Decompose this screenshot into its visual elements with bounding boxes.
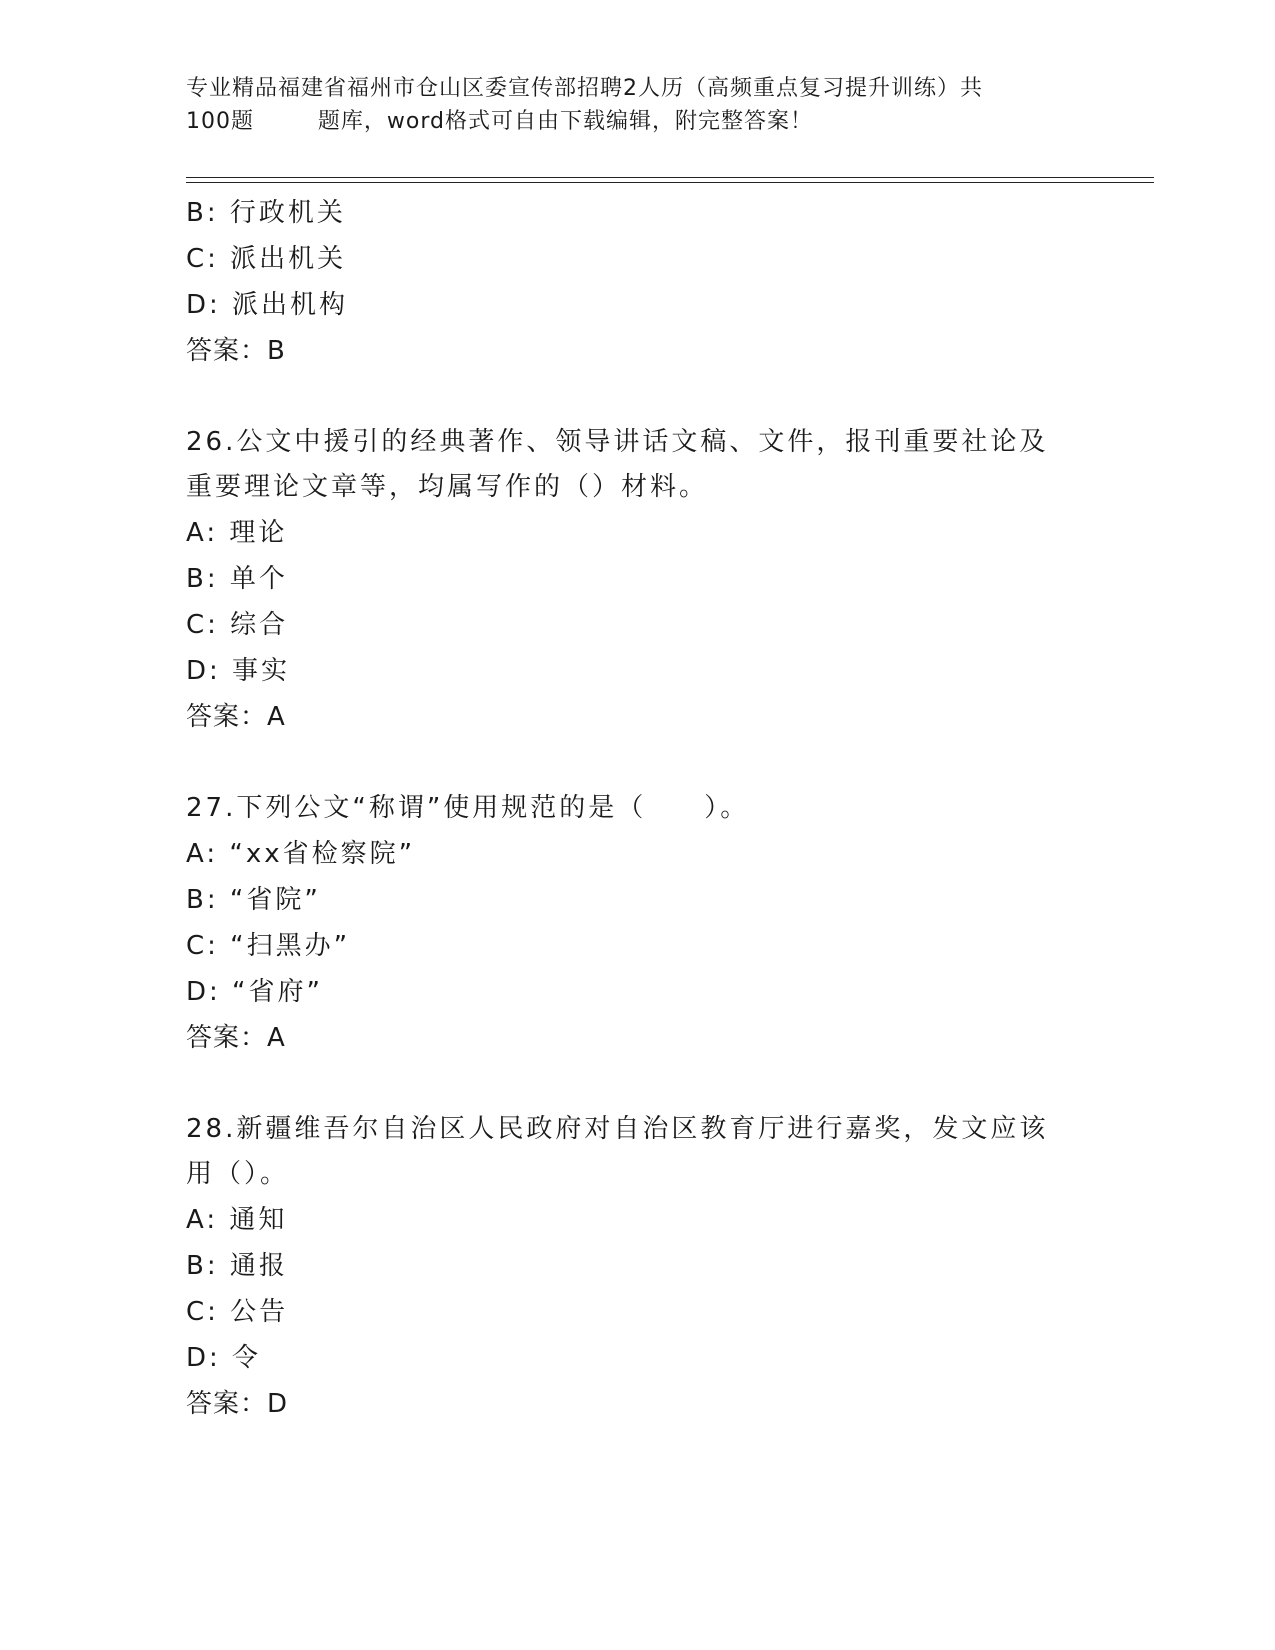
- option-a: A: 理论: [186, 518, 288, 548]
- answer-label: 答案：A: [186, 702, 286, 732]
- question-stem: 28.新疆维吾尔自治区人民政府对自治区教育厅进行嘉奖，发文应该用（）。: [186, 1114, 1049, 1189]
- option-c: C: 派出机关: [186, 244, 347, 274]
- option-c: C: 综合: [186, 610, 289, 640]
- question-25-tail: [186, 190, 1086, 374]
- option-d: D: 令: [186, 1343, 262, 1373]
- option-c: C: “扫黑办”: [186, 931, 351, 961]
- header-divider-top: [186, 177, 1154, 178]
- option-a: A: 通知: [186, 1205, 288, 1235]
- question-list: [186, 190, 1086, 1427]
- option-b: B: 通报: [186, 1251, 288, 1281]
- header-title-line1: 专业精品福建省福州市仓山区委宣传部招聘2人历（高频重点复习提升训练）共: [186, 76, 983, 101]
- question-26: [186, 420, 1086, 740]
- document-header: [186, 72, 1066, 138]
- question-stem: 26.公文中援引的经典著作、领导讲话文稿、文件，报刊重要社论及重要理论文章等，均属写作的（）材料。: [186, 427, 1049, 502]
- question-stem: 27.下列公文“称谓”使用规范的是（ ）。: [186, 793, 750, 823]
- answer-label: 答案：B: [186, 336, 286, 366]
- option-b: B: 单个: [186, 564, 288, 594]
- option-b: B: “省院”: [186, 885, 321, 915]
- option-b: B: 行政机关: [186, 198, 346, 228]
- answer-label: 答案：D: [186, 1389, 289, 1419]
- question-27: [186, 786, 1086, 1061]
- option-c: C: 公告: [186, 1297, 289, 1327]
- option-d: D: 事实: [186, 656, 291, 686]
- header-divider-bottom: [186, 182, 1154, 183]
- option-a: A: “xx省检察院”: [186, 839, 416, 869]
- option-d: D: 派出机构: [186, 290, 349, 320]
- answer-label: 答案：A: [186, 1023, 286, 1053]
- option-d: D: “省府”: [186, 977, 323, 1007]
- header-title-line2: 100题 题库，word格式可自由下载编辑，附完整答案！: [186, 109, 814, 134]
- question-28: [186, 1107, 1086, 1427]
